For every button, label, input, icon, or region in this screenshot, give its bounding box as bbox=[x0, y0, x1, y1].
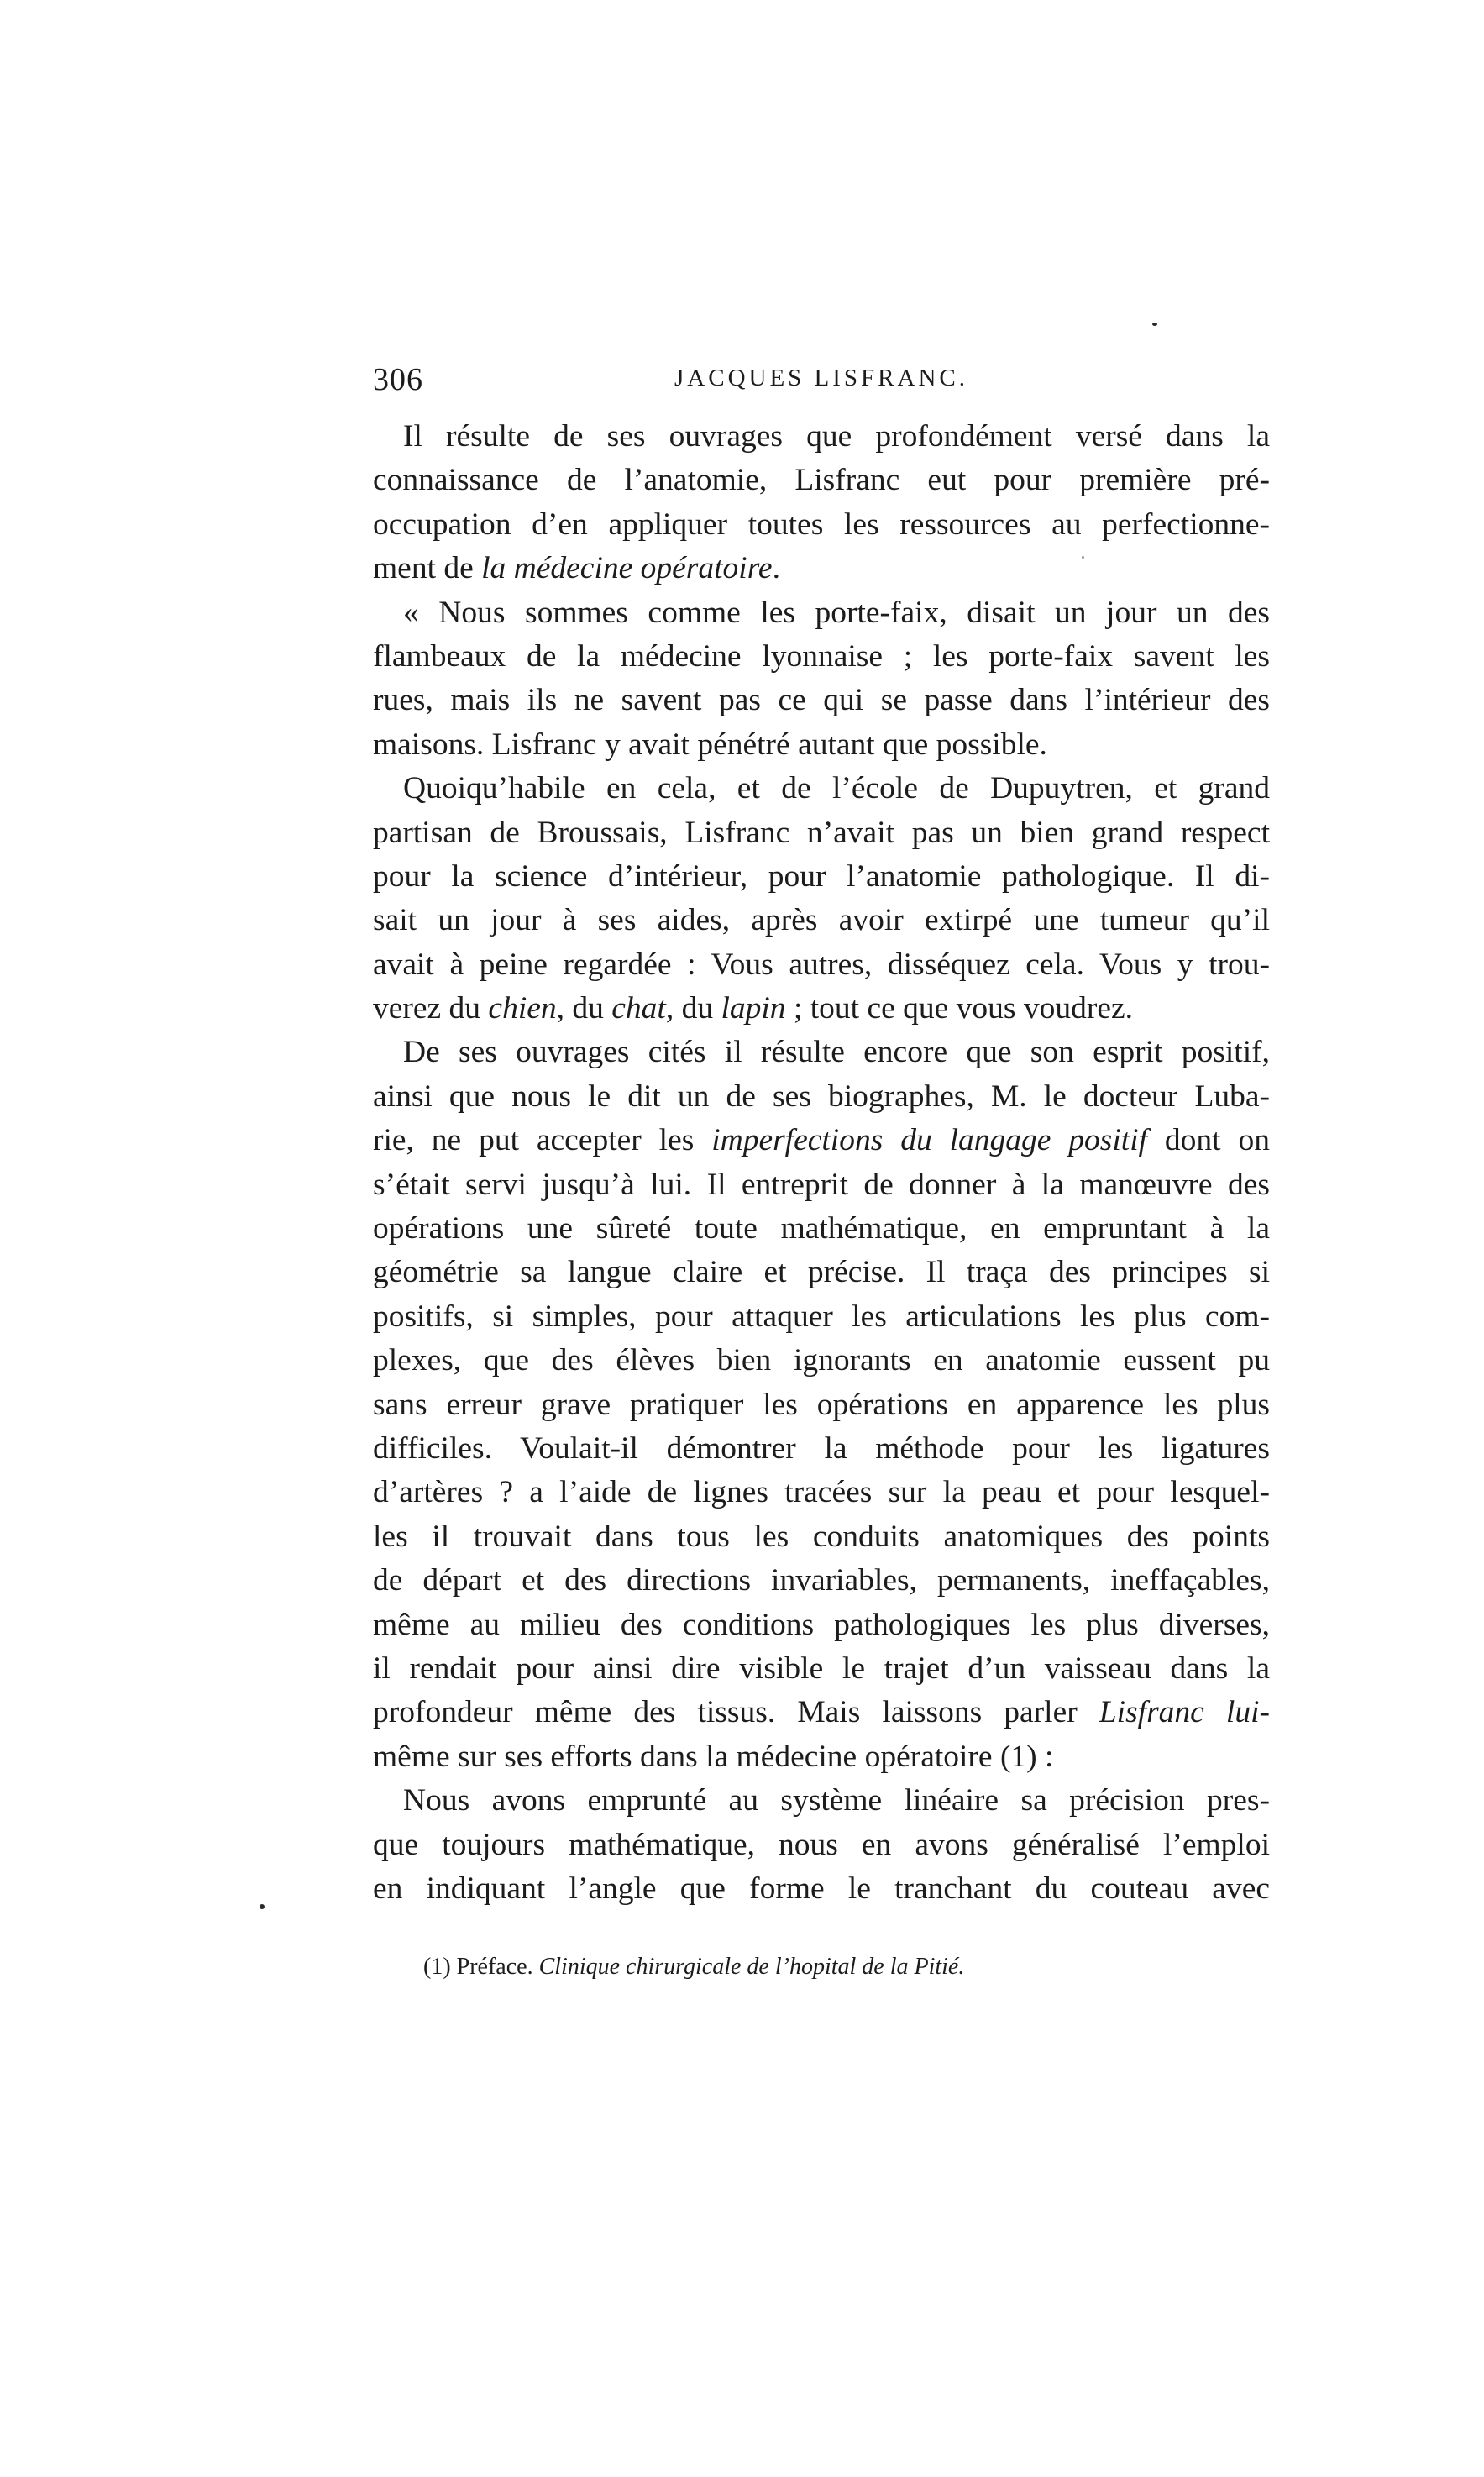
text-line: partisan de Broussais, Lisfranc n’avait pas un bien grand respect bbox=[373, 815, 1270, 850]
paragraph-3 bbox=[373, 767, 1270, 1031]
ink-speck bbox=[260, 1904, 265, 1909]
text-line: de départ et des directions invariables, permanents, ineffaçables, bbox=[373, 1563, 1270, 1598]
text-line: Nous avons emprunté au système linéaire sa précision pres- bbox=[403, 1783, 1270, 1818]
text-line bbox=[373, 987, 1270, 1031]
text-line: rues, mais ils ne savent pas ce qui se passe dans l’intérieur des bbox=[373, 683, 1270, 718]
text-line: « Nous sommes comme les porte-faix, disait un jour un des bbox=[403, 595, 1270, 630]
text-fragment: ; tout ce que vous voudrez. bbox=[785, 991, 1133, 1026]
text-line: s’était servi jusqu’à lui. Il entreprit de donner à la manœuvre des bbox=[373, 1167, 1270, 1202]
text-fragment: ment de bbox=[373, 551, 482, 586]
text-line: maisons. Lisfranc y avait pénétré autant que possible. bbox=[373, 727, 1047, 762]
body-text bbox=[373, 415, 1270, 1911]
text-fragment: dont on bbox=[1147, 1123, 1270, 1158]
italic-word: lapin bbox=[721, 991, 786, 1026]
italic-phrase: Lisfranc lui- bbox=[1099, 1695, 1270, 1730]
text-line: que toujours mathématique, nous en avons généralisé l’emploi bbox=[373, 1827, 1270, 1862]
text-line: positifs, si simples, pour attaquer les articulations les plus com- bbox=[373, 1299, 1270, 1334]
text-line bbox=[373, 547, 1270, 590]
text-line: opérations une sûreté toute mathématique, en empruntant à la bbox=[373, 1211, 1270, 1246]
running-title: JACQUES LISFRANC. bbox=[674, 365, 968, 391]
text-fragment: verez du bbox=[373, 991, 489, 1026]
text-line: connaissance de l’anatomie, Lisfranc eut pour première pré- bbox=[373, 463, 1270, 498]
paragraph-1 bbox=[373, 415, 1270, 591]
text-line: Il résulte de ses ouvrages que profondément versé dans la bbox=[403, 419, 1270, 454]
ink-speck bbox=[1152, 323, 1157, 326]
footnote bbox=[373, 1950, 1270, 1984]
footnote-citation: Clinique chirurgicale de l’hopital de la Pitié. bbox=[538, 1954, 965, 1980]
paragraph-4 bbox=[373, 1031, 1270, 1779]
text-line: il rendait pour ainsi dire visible le trajet d’un vaisseau dans la bbox=[373, 1650, 1270, 1686]
text-fragment: , du bbox=[556, 991, 612, 1026]
text-fragment: , du bbox=[665, 991, 721, 1026]
text-line: les il trouvait dans tous les conduits anatomiques des points bbox=[373, 1519, 1270, 1554]
text-line bbox=[373, 1119, 1270, 1162]
text-line bbox=[373, 1691, 1270, 1734]
italic-phrase: imperfections du langage positif bbox=[711, 1123, 1148, 1158]
text-fragment: profondeur même des tissus. Mais laissons parler bbox=[373, 1695, 1099, 1730]
text-line: ainsi que nous le dit un de ses biographes, M. le docteur Luba- bbox=[373, 1078, 1270, 1114]
text-line: difficiles. Voulait-il démontrer la méthode pour les ligatures bbox=[373, 1430, 1270, 1466]
text-line: sait un jour à ses aides, après avoir extirpé une tumeur qu’il bbox=[373, 903, 1270, 938]
text-line: plexes, que des élèves bien ignorants en anatomie eussent pu bbox=[373, 1343, 1270, 1378]
text-line: occupation d’en appliquer toutes les ressources au perfectionne- bbox=[373, 506, 1270, 542]
text-line: géométrie sa langue claire et précise. Il traça des principes si bbox=[373, 1255, 1270, 1290]
paragraph-5 bbox=[373, 1779, 1270, 1911]
page-header bbox=[373, 361, 1270, 412]
text-fragment: rie, ne put accepter les bbox=[373, 1123, 712, 1158]
paragraph-2 bbox=[373, 591, 1270, 768]
text-line: même au milieu des conditions pathologiques les plus diverses, bbox=[373, 1607, 1270, 1642]
text-line: De ses ouvrages cités il résulte encore que son esprit positif, bbox=[403, 1035, 1270, 1070]
text-line: sans erreur grave pratiquer les opérations en apparence les plus bbox=[373, 1387, 1270, 1422]
page-number: 306 bbox=[373, 362, 423, 397]
ink-speck bbox=[1082, 556, 1084, 559]
footnote-marker: (1) Préface. bbox=[423, 1954, 539, 1980]
text-line: en indiquant l’angle que forme le tranchant du couteau avec bbox=[373, 1871, 1270, 1906]
text-line: avait à peine regardée : Vous autres, disséquez cela. Vous y trou- bbox=[373, 947, 1270, 982]
text-line: pour la science d’intérieur, pour l’anatomie pathologique. Il di- bbox=[373, 858, 1270, 894]
italic-word: chat bbox=[611, 991, 666, 1026]
text-line: flambeaux de la médecine lyonnaise ; les porte-faix savent les bbox=[373, 638, 1270, 674]
italic-phrase: la médecine opératoire bbox=[481, 551, 773, 586]
text-line: d’artères ? a l’aide de lignes tracées sur la peau et pour lesquel- bbox=[373, 1475, 1270, 1510]
text-line: même sur ses efforts dans la médecine opératoire (1) : bbox=[373, 1739, 1054, 1774]
text-fragment: . bbox=[772, 551, 780, 586]
italic-word: chien bbox=[488, 991, 557, 1026]
text-line: Quoiqu’habile en cela, et de l’école de Dupuytren, et grand bbox=[403, 771, 1270, 806]
